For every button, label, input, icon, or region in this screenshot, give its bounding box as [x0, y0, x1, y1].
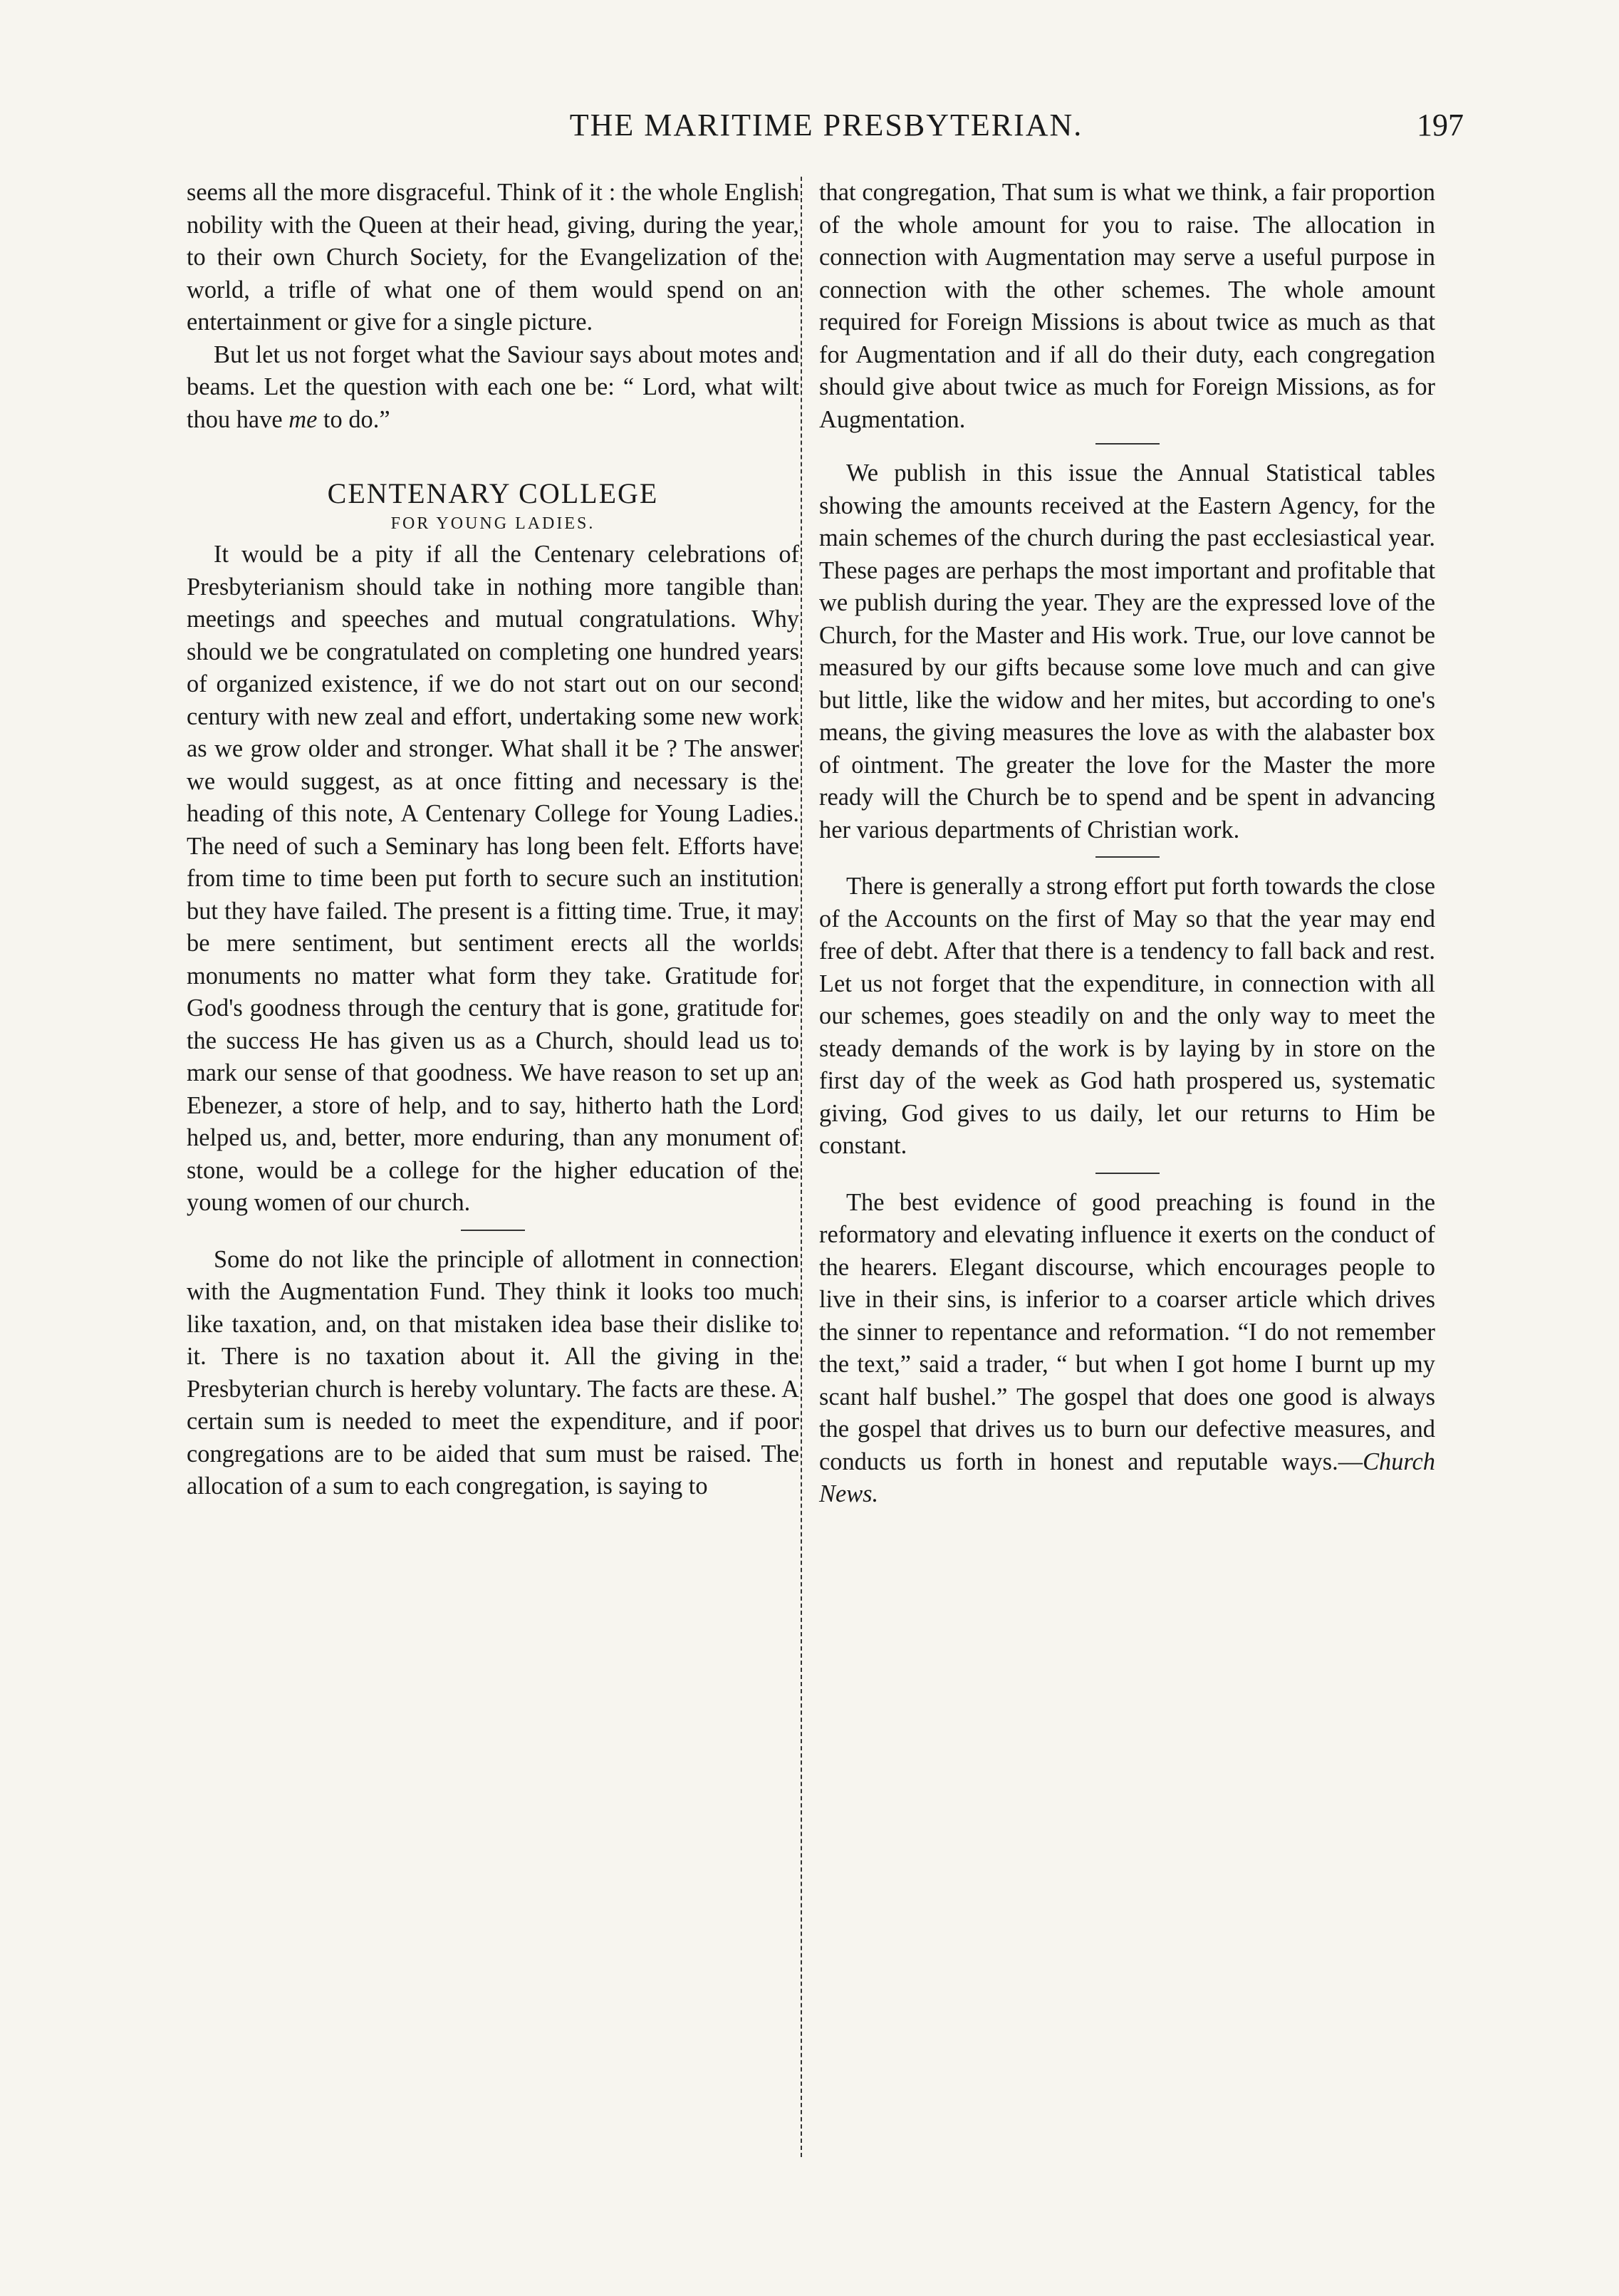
- separator-rule: [1095, 1173, 1160, 1174]
- paragraph-allotment: Some do not like the principle of allotment in connection with the Augmentation Fund. They think it looks too much like taxation, and, on that mistaken idea base their dislike to it. There is no taxation about it. All the giving in the Presbyterian church is hereby voluntary. The facts are these. A certain sum is needed to meet the expenditure, and if poor congregations are to be aided that sum must be raised. The allocation of a sum to each congregation, is saying to: [187, 1245, 799, 1500]
- spacer: [187, 436, 799, 477]
- paragraph-saviour-end: to do.”: [323, 405, 390, 433]
- paragraph-statistical-tables: We publish in this issue the Annual Statistical tables showing the amounts received at the Eastern Agency, for the main schemes of the church during the past ecclesiastical year. These pages are perhaps the most important and profitable that we publish during the year. They are the expressed love of the Church, for the Master and His work. True, our love cannot be measured by our gifts because some love much and can give but little, like the widow and her mites, but according to one's means, the giving measures the love as with the alabaster box of ointment. The greater the love for the Master the more ready will the Church be to spend and be spent in advancing her various departments of Christian work.: [819, 459, 1435, 843]
- section-title: CENTENARY COLLEGE: [327, 477, 659, 509]
- paragraph-accounts: There is generally a strong effort put forth towards the close of the Accounts on the first of May so that the year may end free of debt. After that there is a tendency to fall back and rest. Let us not forget that the expenditure, in connection with all our schemes, goes steadily on and the only way to meet the steady demands of the work is by laying by in store on the first day of the week as God hath prospered us, systematic giving, God gives to us daily, let our returns to Him be constant.: [819, 873, 1435, 1159]
- right-column: [819, 177, 1435, 1511]
- page-header: [189, 107, 1464, 150]
- paragraph-preaching: [819, 1187, 1435, 1511]
- separator-rule: [1095, 856, 1160, 858]
- separator-rule: [1095, 443, 1160, 445]
- paragraph-centenary-college: It would be a pity if all the Centenary celebrations of Presbyterianism should take in nothing more tangible than meetings and speeches and mutual congratulations. Why should we be congratulated on completing one hundred years of organized existence, if we do not start out on our second century with new zeal and effort, undertaking some new work as we grow older and stronger. What shall it be ? The answer we would suggest, as at once fitting and necessary is the heading of this note, A Centenary College for Young Ladies. The need of such a Seminary has long been felt. Efforts have from time to time been put forth to secure such an institution but they have failed. The present is a fitting time. True, it may be mere sentiment, but sentiment erects all the worlds monuments no matter what form they take. Gratitude for God's goodness through the century that is gone, gratitude for the success He has given us as a Church, should lead us to mark our sense of that goodness. We have reason to set up an Ebenezer, a store of help, and to say, hitherto hath the Lord helped us, and, better, more enduring, than any monument of stone, would be a college for the higher education of the young women of our church.: [187, 541, 799, 1216]
- page-number: 197: [1417, 108, 1464, 142]
- separator-rule: [461, 1230, 525, 1231]
- column-divider: [801, 177, 802, 2157]
- paragraph-saviour: [187, 339, 799, 437]
- paragraph-congregation: that congregation, That sum is what we think, a fair proportion of the whole amount for you to raise. The allocation in connection with Augmentation may serve a useful purpose in connection with the other schemes. The whole amount required for Foreign Missions is about twice as much as that for Augmentation and if all do their duty, each congregation should give about twice as much for Foreign Missions, as for Augmentation.: [819, 179, 1435, 433]
- section-subtitle: FOR YOUNG LADIES.: [390, 514, 595, 533]
- emphasis-me: me: [288, 405, 318, 433]
- paragraph-continued: seems all the more disgraceful. Think of it : the whole English nobility with the Queen at their head, giving, during the year, to their own Church Society, for the Evangelization of the world, a trifle of what one of them would spend on an entertainment or give for a single picture.: [187, 179, 799, 336]
- left-column: [187, 177, 799, 1503]
- paragraph-preaching-text: The best evidence of good preaching is found in the reformatory and elevating influence it exerts on the conduct of the hearers. Elegant discourse, which encourages people to live in their sins, is inferior to a coarser article which drives the sinner to repentance and reformation. “I do not remember the text,” said a trader, “ but when I got home I burnt up my scant half bushel.” The gospel that does one good is always the gospel that drives us to burn our defective measures, and conducts us forth in honest and reputable ways.—: [819, 1188, 1435, 1475]
- paragraph-saviour-text: But let us not forget what the Saviour says about motes and beams. Let the question with each one be: “ Lord, what wilt thou have: [187, 341, 799, 433]
- source-attribution: Church News.: [819, 1448, 1435, 1507]
- publication-title: THE MARITIME PRESBYTERIAN.: [569, 108, 1083, 142]
